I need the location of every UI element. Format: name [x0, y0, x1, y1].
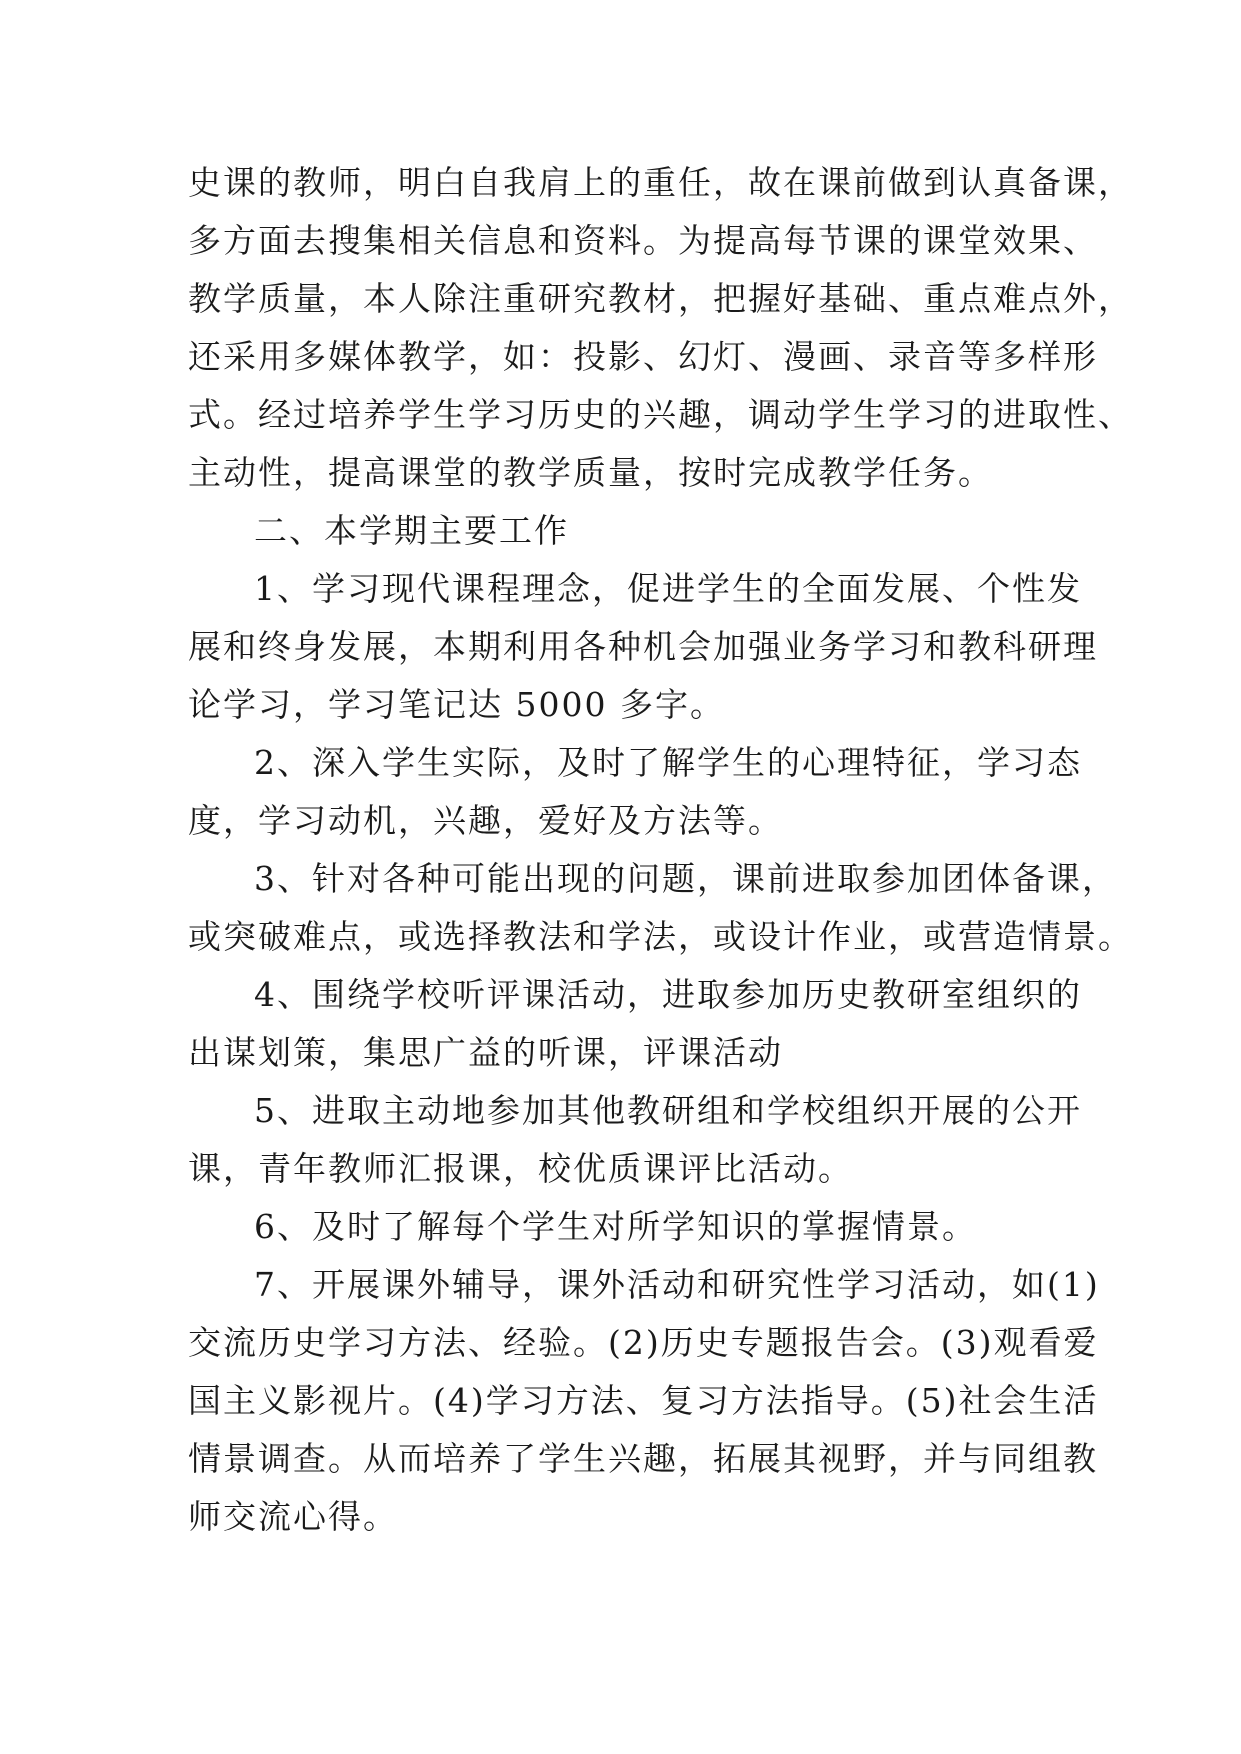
text-line: 还采用多媒体教学，如：投影、幻灯、漫画、录音等多样形 [188, 337, 1098, 376]
text-line: 或突破难点，或选择教法和学法，或设计作业，或营造情景。 [188, 917, 1133, 956]
text-line: 情景调查。从而培养了学生兴趣，拓展其视野，并与同组教 [188, 1439, 1098, 1478]
text-line: 教学质量，本人除注重研究教材，把握好基础、重点难点外， [188, 279, 1133, 318]
text-line: 展和终身发展，本期利用各种机会加强业务学习和教科研理 [188, 627, 1098, 666]
text-line: 度，学习动机，兴趣，爱好及方法等。 [188, 801, 783, 840]
paragraph-start-line: 二、本学期主要工作 [254, 511, 569, 550]
text-line: 师交流心得。 [188, 1497, 398, 1536]
text-line: 交流历史学习方法、经验。(2)历史专题报告会。(3)观看爱 [188, 1323, 1099, 1362]
text-line: 史课的教师，明白自我肩上的重任，故在课前做到认真备课， [188, 163, 1133, 202]
text-line: 论学习，学习笔记达 5000 多字。 [188, 685, 725, 724]
text-line: 多方面去搜集相关信息和资料。为提高每节课的课堂效果、 [188, 221, 1098, 260]
text-line: 主动性，提高课堂的教学质量，按时完成教学任务。 [188, 453, 993, 492]
text-line: 课，青年教师汇报课，校优质课评比活动。 [188, 1149, 853, 1188]
paragraph-start-line: 5、进取主动地参加其他教研组和学校组织开展的公开 [254, 1091, 1082, 1130]
paragraph-start-line: 4、围绕学校听评课活动，进取参加历史教研室组织的 [254, 975, 1082, 1014]
paragraph-start-line: 2、深入学生实际，及时了解学生的心理特征，学习态 [254, 743, 1082, 782]
paragraph-start-line: 1、学习现代课程理念，促进学生的全面发展、个性发 [254, 569, 1082, 608]
paragraph-start-line: 7、开展课外辅导，课外活动和研究性学习活动，如(1) [254, 1265, 1100, 1304]
text-line: 出谋划策，集思广益的听课，评课活动 [188, 1033, 783, 1072]
document-body [188, 154, 1133, 1546]
text-line: 国主义影视片。(4)学习方法、复习方法指导。(5)社会生活 [188, 1381, 1099, 1420]
text-line: 式。经过培养学生学习历史的兴趣，调动学生学习的进取性、 [188, 395, 1133, 434]
paragraph-start-line: 3、针对各种可能出现的问题，课前进取参加团体备课， [254, 859, 1117, 898]
paragraph-start-line: 6、及时了解每个学生对所学知识的掌握情景。 [254, 1207, 977, 1246]
